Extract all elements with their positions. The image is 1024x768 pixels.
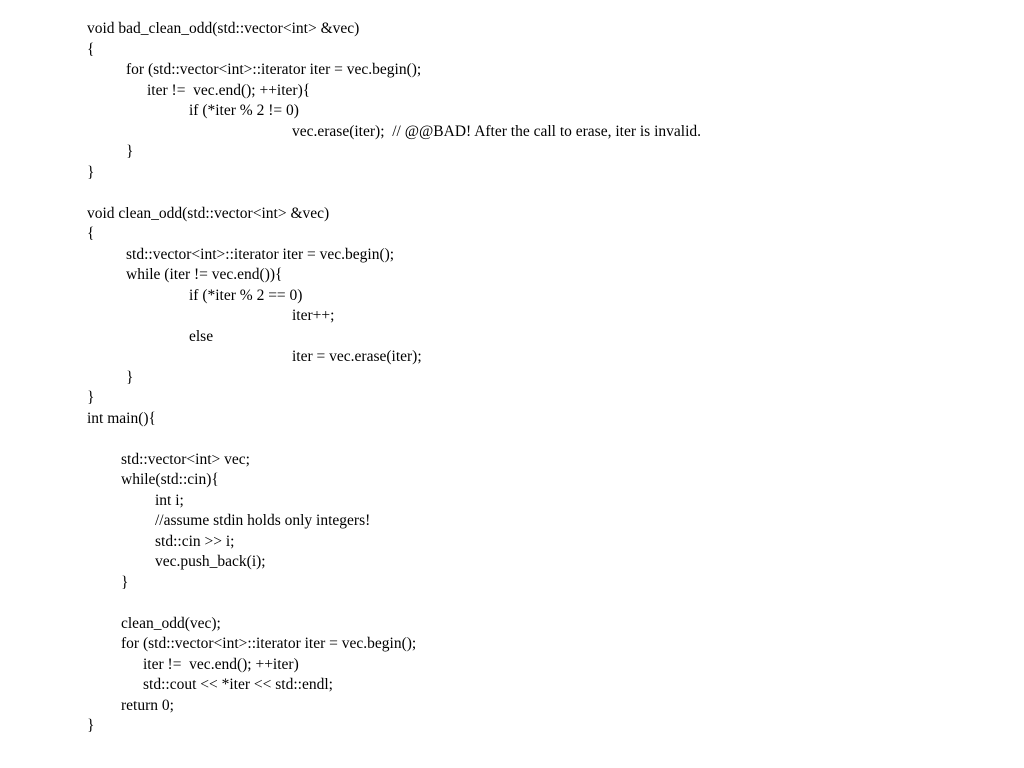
code-line: void bad_clean_odd(std::vector<int> &vec) — [87, 20, 360, 37]
code-line: iter = vec.erase(iter); — [292, 348, 422, 365]
code-line: while (iter != vec.end()){ — [126, 266, 283, 283]
code-line: clean_odd(vec); — [121, 615, 221, 632]
code-line: //assume stdin holds only integers! — [155, 512, 371, 529]
code-line: vec.erase(iter); // @@BAD! After the call to erase, iter is invalid. — [292, 123, 702, 140]
code-line: std::vector<int>::iterator iter = vec.begin(); — [126, 246, 395, 263]
code-line: iter != vec.end(); ++iter) — [143, 656, 299, 673]
code-line: } — [126, 369, 134, 386]
code-line: iter != vec.end(); ++iter){ — [147, 82, 311, 99]
code-line: } — [87, 164, 95, 181]
code-line: else — [189, 328, 214, 345]
code-line: } — [126, 143, 134, 160]
code-line: if (*iter % 2 == 0) — [189, 287, 303, 304]
code-line: if (*iter % 2 != 0) — [189, 102, 299, 119]
code-line: std::cin >> i; — [155, 533, 235, 550]
code-line: while(std::cin){ — [121, 471, 219, 488]
code-line: std::cout << *iter << std::endl; — [143, 676, 333, 693]
code-line: for (std::vector<int>::iterator iter = vec.begin(); — [126, 61, 422, 78]
code-line: int main(){ — [87, 410, 156, 427]
code-line: int i; — [155, 492, 184, 509]
code-line: { — [87, 41, 95, 58]
code-line: } — [87, 389, 95, 406]
code-line: for (std::vector<int>::iterator iter = vec.begin(); — [121, 635, 417, 652]
code-line: { — [87, 225, 95, 242]
code-line: } — [87, 717, 95, 734]
code-line: } — [121, 574, 129, 591]
code-line: std::vector<int> vec; — [121, 451, 250, 468]
code-line: vec.push_back(i); — [155, 553, 266, 570]
code-line: return 0; — [121, 697, 174, 714]
code-line: void clean_odd(std::vector<int> &vec) — [87, 205, 330, 222]
code-line: iter++; — [292, 307, 335, 324]
